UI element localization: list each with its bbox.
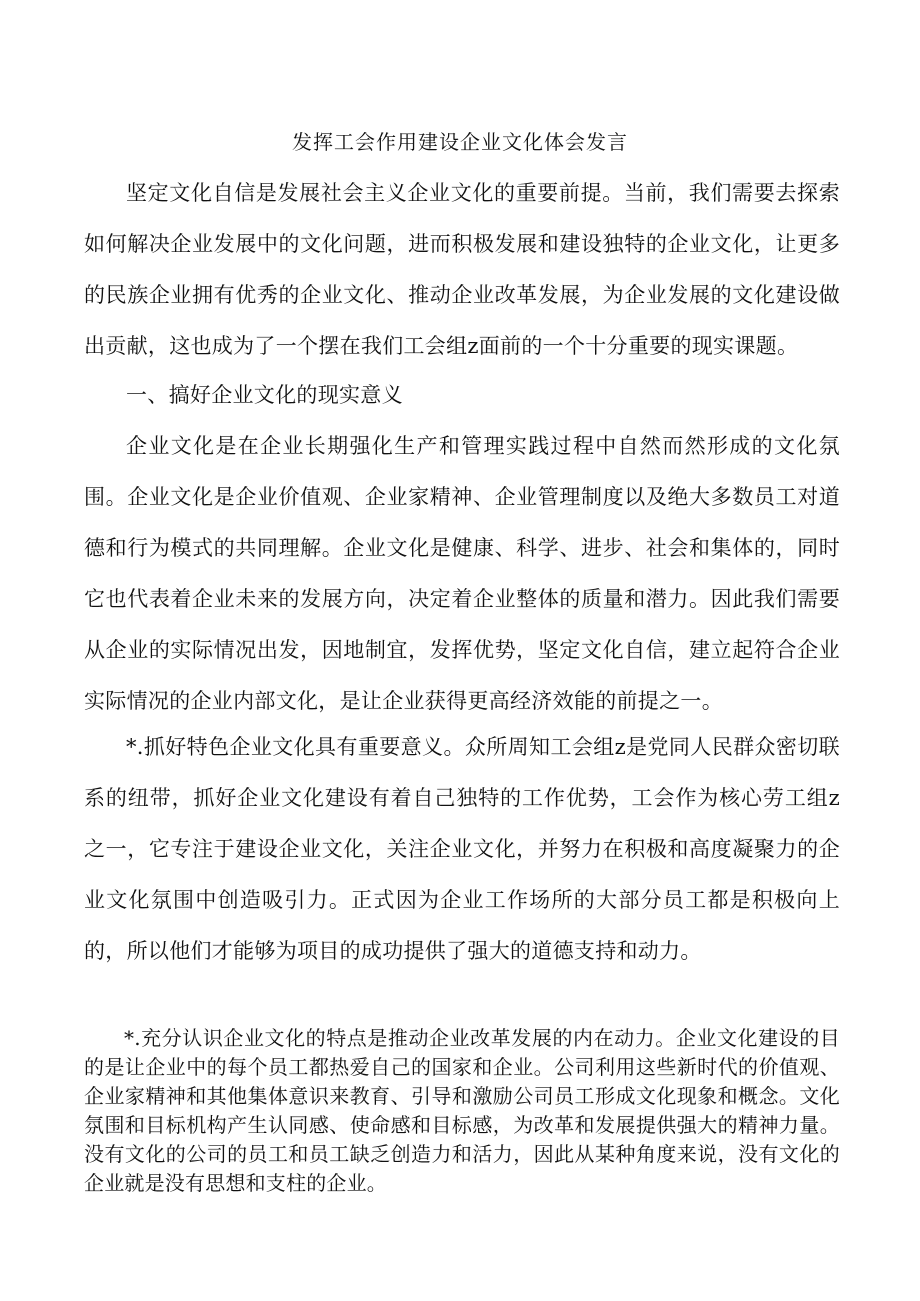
body-paragraph-1: 企业文化是在企业长期强化生产和管理实践过程中自然而然形成的文化氛围。企业文化是企业价值观、企业家精神、企业管理制度以及绝大多数员工对道德和行为模式的共同理解。企业文化是健康、科学、进步、社会和集体的，同时它也代表着企业未来的发展方向，决定着企业整体的质量和潜力。因此我们需要从企业的实际情况出发，因地制宜，发挥优势，坚定文化自信，建立起符合企业实际情况的企业内部文化，是让企业获得更高经济效能的前提之一。 — [84, 434, 840, 713]
intro-paragraph: 坚定文化自信是发展社会主义企业文化的重要前提。当前，我们需要去探索如何解决企业发展中的文化问题，进而积极发展和建设独特的企业文化，让更多的民族企业拥有优秀的企业文化、推动企业改革发展，为企业发展的文化建设做出贡献，这也成为了一个摆在我们工会组z面前的一个十分重要的现实课题。 — [84, 181, 840, 358]
document-title: 发挥工会作用建设企业文化体会发言 — [292, 130, 628, 154]
body-paragraph-2: *.抓好特色企业文化具有重要意义。众所周知工会组z是党同人民群众密切联系的纽带，抓好企业文化建设有着自己独特的工作优势，工会作为核心劳工组z之一，它专注于建设企业文化，关注企业文化，并努力在积极和高度凝聚力的企业文化氛围中创造吸引力。正式因为企业工作场所的大部分员工都是积极向上的，所以他们才能够为项目的成功提供了强大的道德支持和动力。 — [84, 735, 840, 963]
body-paragraph-3: *.充分认识企业文化的特点是推动企业改革发展的内在动力。企业文化建设的目的是让企业中的每个员工都热爱自己的国家和企业。公司利用这些新时代的价值观、企业家精神和其他集体意识来教育、引导和激励公司员工形成文化现象和概念。文化氛围和目标机构产生认同感、使命感和目标感，为改革和发展提供强大的精神力量。没有文化的公司的员工和员工缺乏创造力和活力，因此从某种角度来说，没有文化的企业就是没有思想和支柱的企业。 — [84, 1026, 840, 1195]
section-heading: 一、搞好企业文化的现实意义 — [126, 383, 403, 407]
